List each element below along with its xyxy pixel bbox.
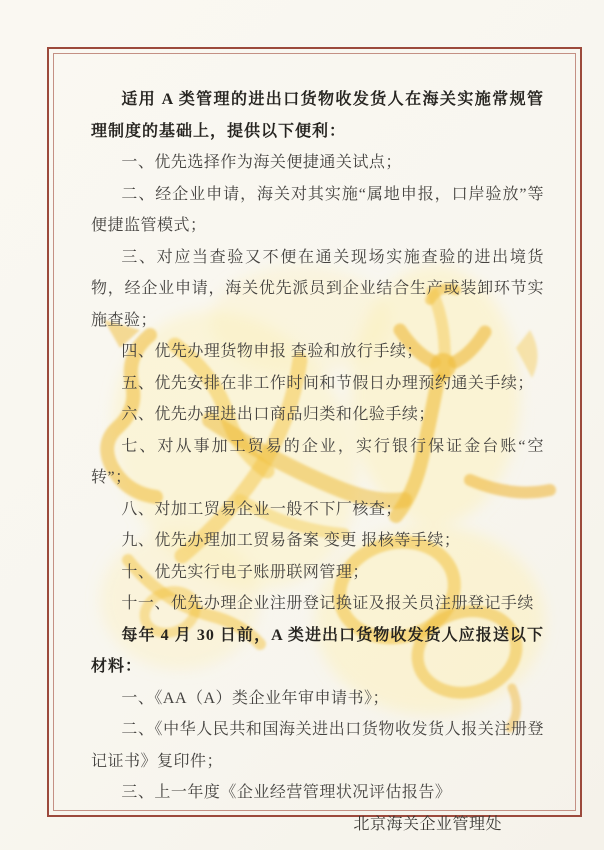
benefit-item-8: 八、对加工贸易企业一般不下厂核查；: [121, 500, 402, 518]
benefit-item-7: 七、对从事加工贸易的企业，实行银行保证金台账“空转”；: [91, 437, 544, 486]
benefit-item-9: 九、优先办理加工贸易备案 变更 报核等手续；: [121, 532, 461, 549]
benefit-item-4: 四、优先办理货物申报 查验和放行手续；: [121, 343, 423, 360]
signature: 北京海关企业管理处: [353, 815, 502, 833]
benefit-item-5: 五、优先安排在非工作时间和节假日办理预约通关手续；: [121, 374, 534, 392]
benefit-item-6: 六、优先办理进出口商品归类和化验手续；: [121, 406, 435, 423]
benefit-item-2: 二、经企业申请，海关对其实施“属地申报，口岸验放”等便捷监管模式；: [91, 185, 544, 234]
intro-paragraph: 适用 A 类管理的进出口货物收发货人在海关实施常规管理制度的基础上，提供以下便利：: [91, 91, 544, 140]
benefit-item-10: 十、优先实行电子账册联网管理；: [121, 563, 369, 581]
annual-requirement-paragraph: 每年 4 月 30 日前，A 类进出口货物收发货人应报送以下材料：: [91, 626, 544, 675]
document-body: [91, 84, 544, 840]
benefit-item-1: 一、优先选择作为海关便捷通关试点；: [121, 154, 402, 171]
material-item-3: 三、上一年度《企业经营管理状况评估报告》: [121, 784, 452, 801]
material-item-1: 一、《AA（A）类企业年审申请书》；: [121, 689, 390, 707]
benefit-item-3: 三、对应当查验又不便在通关现场实施查验的进出境货物，经企业申请，海关优先派员到企业结合生产或装卸环节实施查验；: [91, 248, 544, 329]
material-item-2: 二、《中华人民共和国海关进出口货物收发货人报关注册登记证书》复印件；: [91, 721, 544, 770]
benefit-item-11: 十一、优先办理企业注册登记换证及报关员注册登记手续: [121, 595, 534, 612]
